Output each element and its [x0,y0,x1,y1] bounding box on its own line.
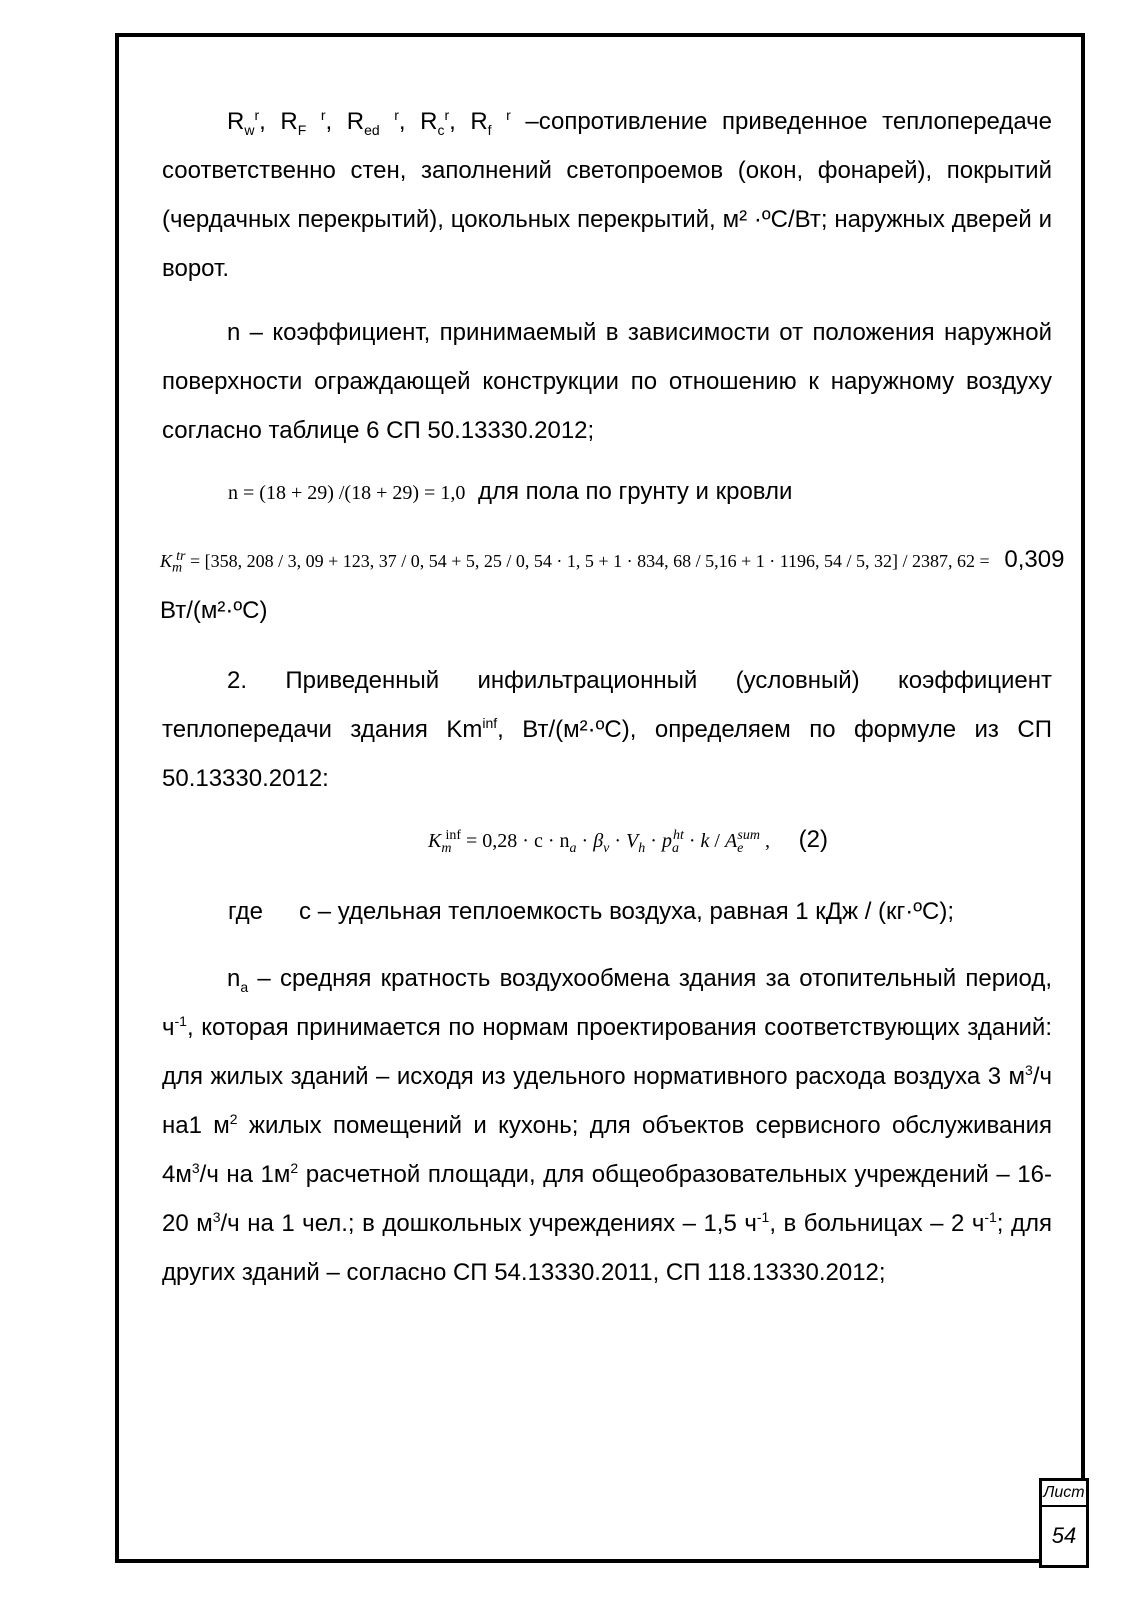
paragraph-resistance: $R_w^r$, $R_F$ $^r$, $R_{ed}$ $^r$, $R_c^r$, $R_f$ $^r$ –сопротивление приведенное теплопередаче соответственно стен, заполнений светопроемов (окон, фонарей), покрытий (чердачных перекрытий), цокольных перекрытий, м² ·ºС/Вт; наружных дверей и ворот. [162,107,1053,282]
sheet-stamp [1039,1478,1089,1568]
formula-n: n = (18 + 29) /(18 + 29) = 1,0 [228,482,466,504]
formula-2-line [428,826,828,854]
paragraph-air-exchange: $n_a$ – средняя кратность воздухообмена здания за отопительный период, $ч^{-1}$, которая принимается по нормам проектирования соответствующих зданий: для жилых зданий – исходя из удельного нормативного расхода воздуха 3 $м^3/ч$ на1 $м^2$ жилых помещений и кухонь; для объектов сервисного обслуживания $4м^3/ч$ на $1м^2$ расчетной площади, для общеобразовательных учреждений – 16-20 $м^3/ч$ на 1 чел.; в дошкольных учреждениях – 1,5 $ч^{-1}$, в больницах – 2 $ч^{-1}$; для других зданий – согласно СП 54.13330.2011, СП 118.13330.2012; [162,965,1053,1286]
sheet-label: Лист [1042,1481,1086,1507]
formula-n-line [228,478,792,506]
where-line: где с – удельная теплоемкость воздуха, равная 1 кДж / (кг·ºС); [228,898,955,925]
formula-k-result: 0,309 [1004,546,1065,573]
paragraph-coefficient-n: n – коэффициент, принимаемый в зависимости от положения наружной поверхности ограждающей конструкции по отношению к наружному воздуху согласно таблице 6 СП 50.13330.2012; [162,319,1052,444]
formula-k: $K_m^{tr} = [358$, 208 / 3, 09 + 123, 37 / 0, 54 + 5, 25 / 0, 54 · 1, 5 + 1 · 834, 68 / 5,16 + 1 · 1196, 54 / 5, 32] / 2387, 62 = [160,549,990,576]
formula-k-unit: Вт/(м²·ºС) [160,597,268,624]
formula-n-text: для пола по грунту и кровли [478,478,793,505]
formula-k-line [160,546,1064,574]
formula-2-number: (2) [798,826,828,853]
paragraph-infiltration: 2. Приведенный инфильтрационный (условный) коэффициент теплопередачи здания $Km^{inf}$, Вт/(м²·ºС), определяем по формуле из СП 50.13330.2012: [162,667,1052,792]
sheet-number: 54 [1051,1523,1077,1548]
formula-k-inf: $K_m^{inf} = 0,28 \cdot c \cdot n_a \cdot \beta_v \cdot V_h \cdot p_a^{ht} \cdot k / A_e^{sum}$ , [428,828,770,856]
